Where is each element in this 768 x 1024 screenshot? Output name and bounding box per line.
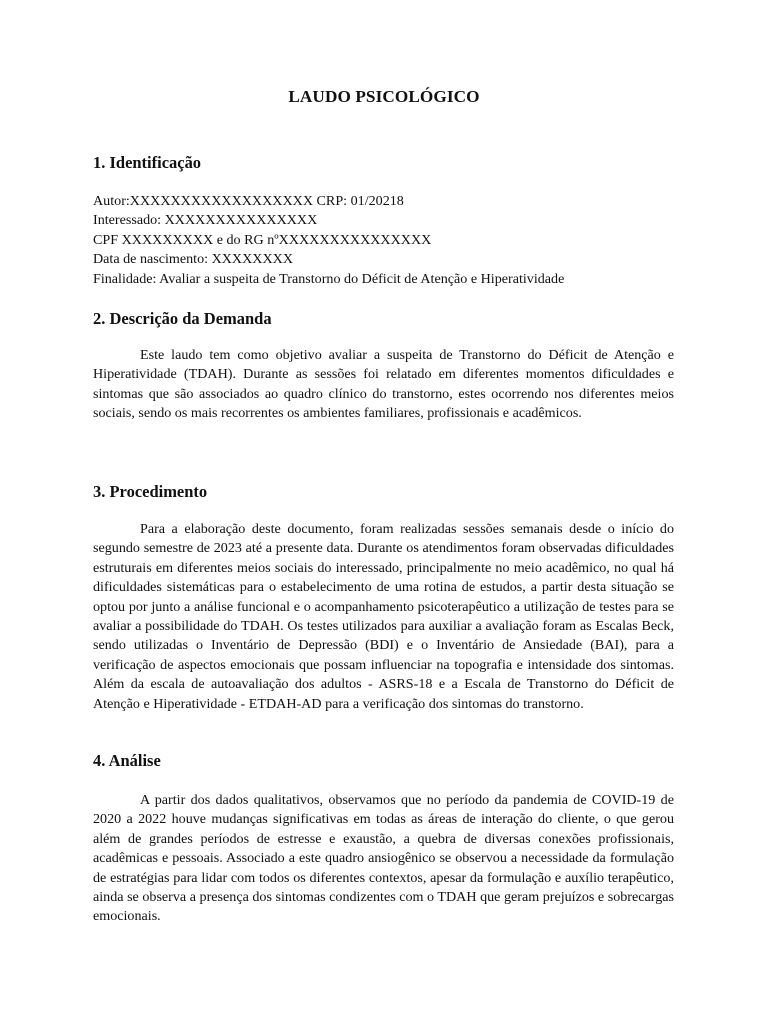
id-line-interessado: Interessado: XXXXXXXXXXXXXXX <box>93 212 318 229</box>
section-heading-procedimento: 3. Procedimento <box>93 482 208 501</box>
document-title: LAUDO PSICOLÓGICO <box>288 87 480 106</box>
id-line-data-nascimento: Data de nascimento: XXXXXXXX <box>93 251 294 268</box>
paragraph-analise: A partir dos dados qualitativos, observamos que no período da pandemia de COVID-19 de 2020 a 2022 houve mudanças significativas em todas as áreas de interação do cliente, o que gerou além de grandes períodos de estresse e exaustão, a quebra de diversas conexões profissionais, acadêmicas e pessoais. Associado a este quadro ansiogênico se observou a necessidade da formulação de estratégias para lidar com todos os diferentes contextos, apesar da formulação e auxílio terapêutico, ainda se observa a presença dos sintomas condizentes com o TDAH que geram prejuízos e sobrecargas emocionais. <box>93 792 674 925</box>
id-line-autor: Autor:XXXXXXXXXXXXXXXXXX CRP: 01/20218 <box>93 193 404 209</box>
id-line-cpf-rg: CPF XXXXXXXXX e do RG nºXXXXXXXXXXXXXXX <box>93 231 432 248</box>
identification-block <box>93 192 564 289</box>
paragraph-demanda: Este laudo tem como objetivo avaliar a suspeita de Transtorno do Déficit de Atenção e Hiperatividade (TDAH). Durante as sessões foi relatado em diferentes momentos dificuldades e sintomas que são associados ao quadro clínico do transtorno, estes ocorrendo nos diferentes meios sociais, sendo os mais recorrentes os ambientes familiares, profissionais e acadêmicos. <box>93 347 674 422</box>
section-heading-identificacao: 1. Identificação <box>93 153 202 172</box>
section-heading-analise: 4. Análise <box>93 751 161 770</box>
section-heading-demanda: 2. Descrição da Demanda <box>93 309 272 328</box>
paragraph-procedimento: Para a elaboração deste documento, foram realizadas sessões semanais desde o início do segundo semestre de 2023 até a presente data. Durante os atendimentos foram observadas dificuldades estruturais em diferentes meios sociais do interessado, principalmente no meio acadêmico, no qual há dificuldades sistemáticas para o estabelecimento de uma rotina de estudos, a partir desta situação se optou por junto a análise funcional e o acompanhamento psicoterapêutico a utilização de testes para se avaliar a possibilidade do TDAH. Os testes utilizados para auxiliar a avaliação foram as Escalas Beck, sendo utilizadas o Inventário de Depressão (BDI) e o Inventário de Ansiedade (BAI), para a verificação de aspectos emocionais que possam influenciar na topografia e intensidade dos sintomas. Além da escala de autoavaliação dos adultos - ASRS-18 e a Escala de Transtorno do Déficit de Atenção e Hiperatividade - ETDAH-AD para a verificação dos sintomas do transtorno. <box>93 521 674 712</box>
id-line-finalidade: Finalidade: Avaliar a suspeita de Transtorno do Déficit de Atenção e Hiperatividade <box>93 270 565 287</box>
